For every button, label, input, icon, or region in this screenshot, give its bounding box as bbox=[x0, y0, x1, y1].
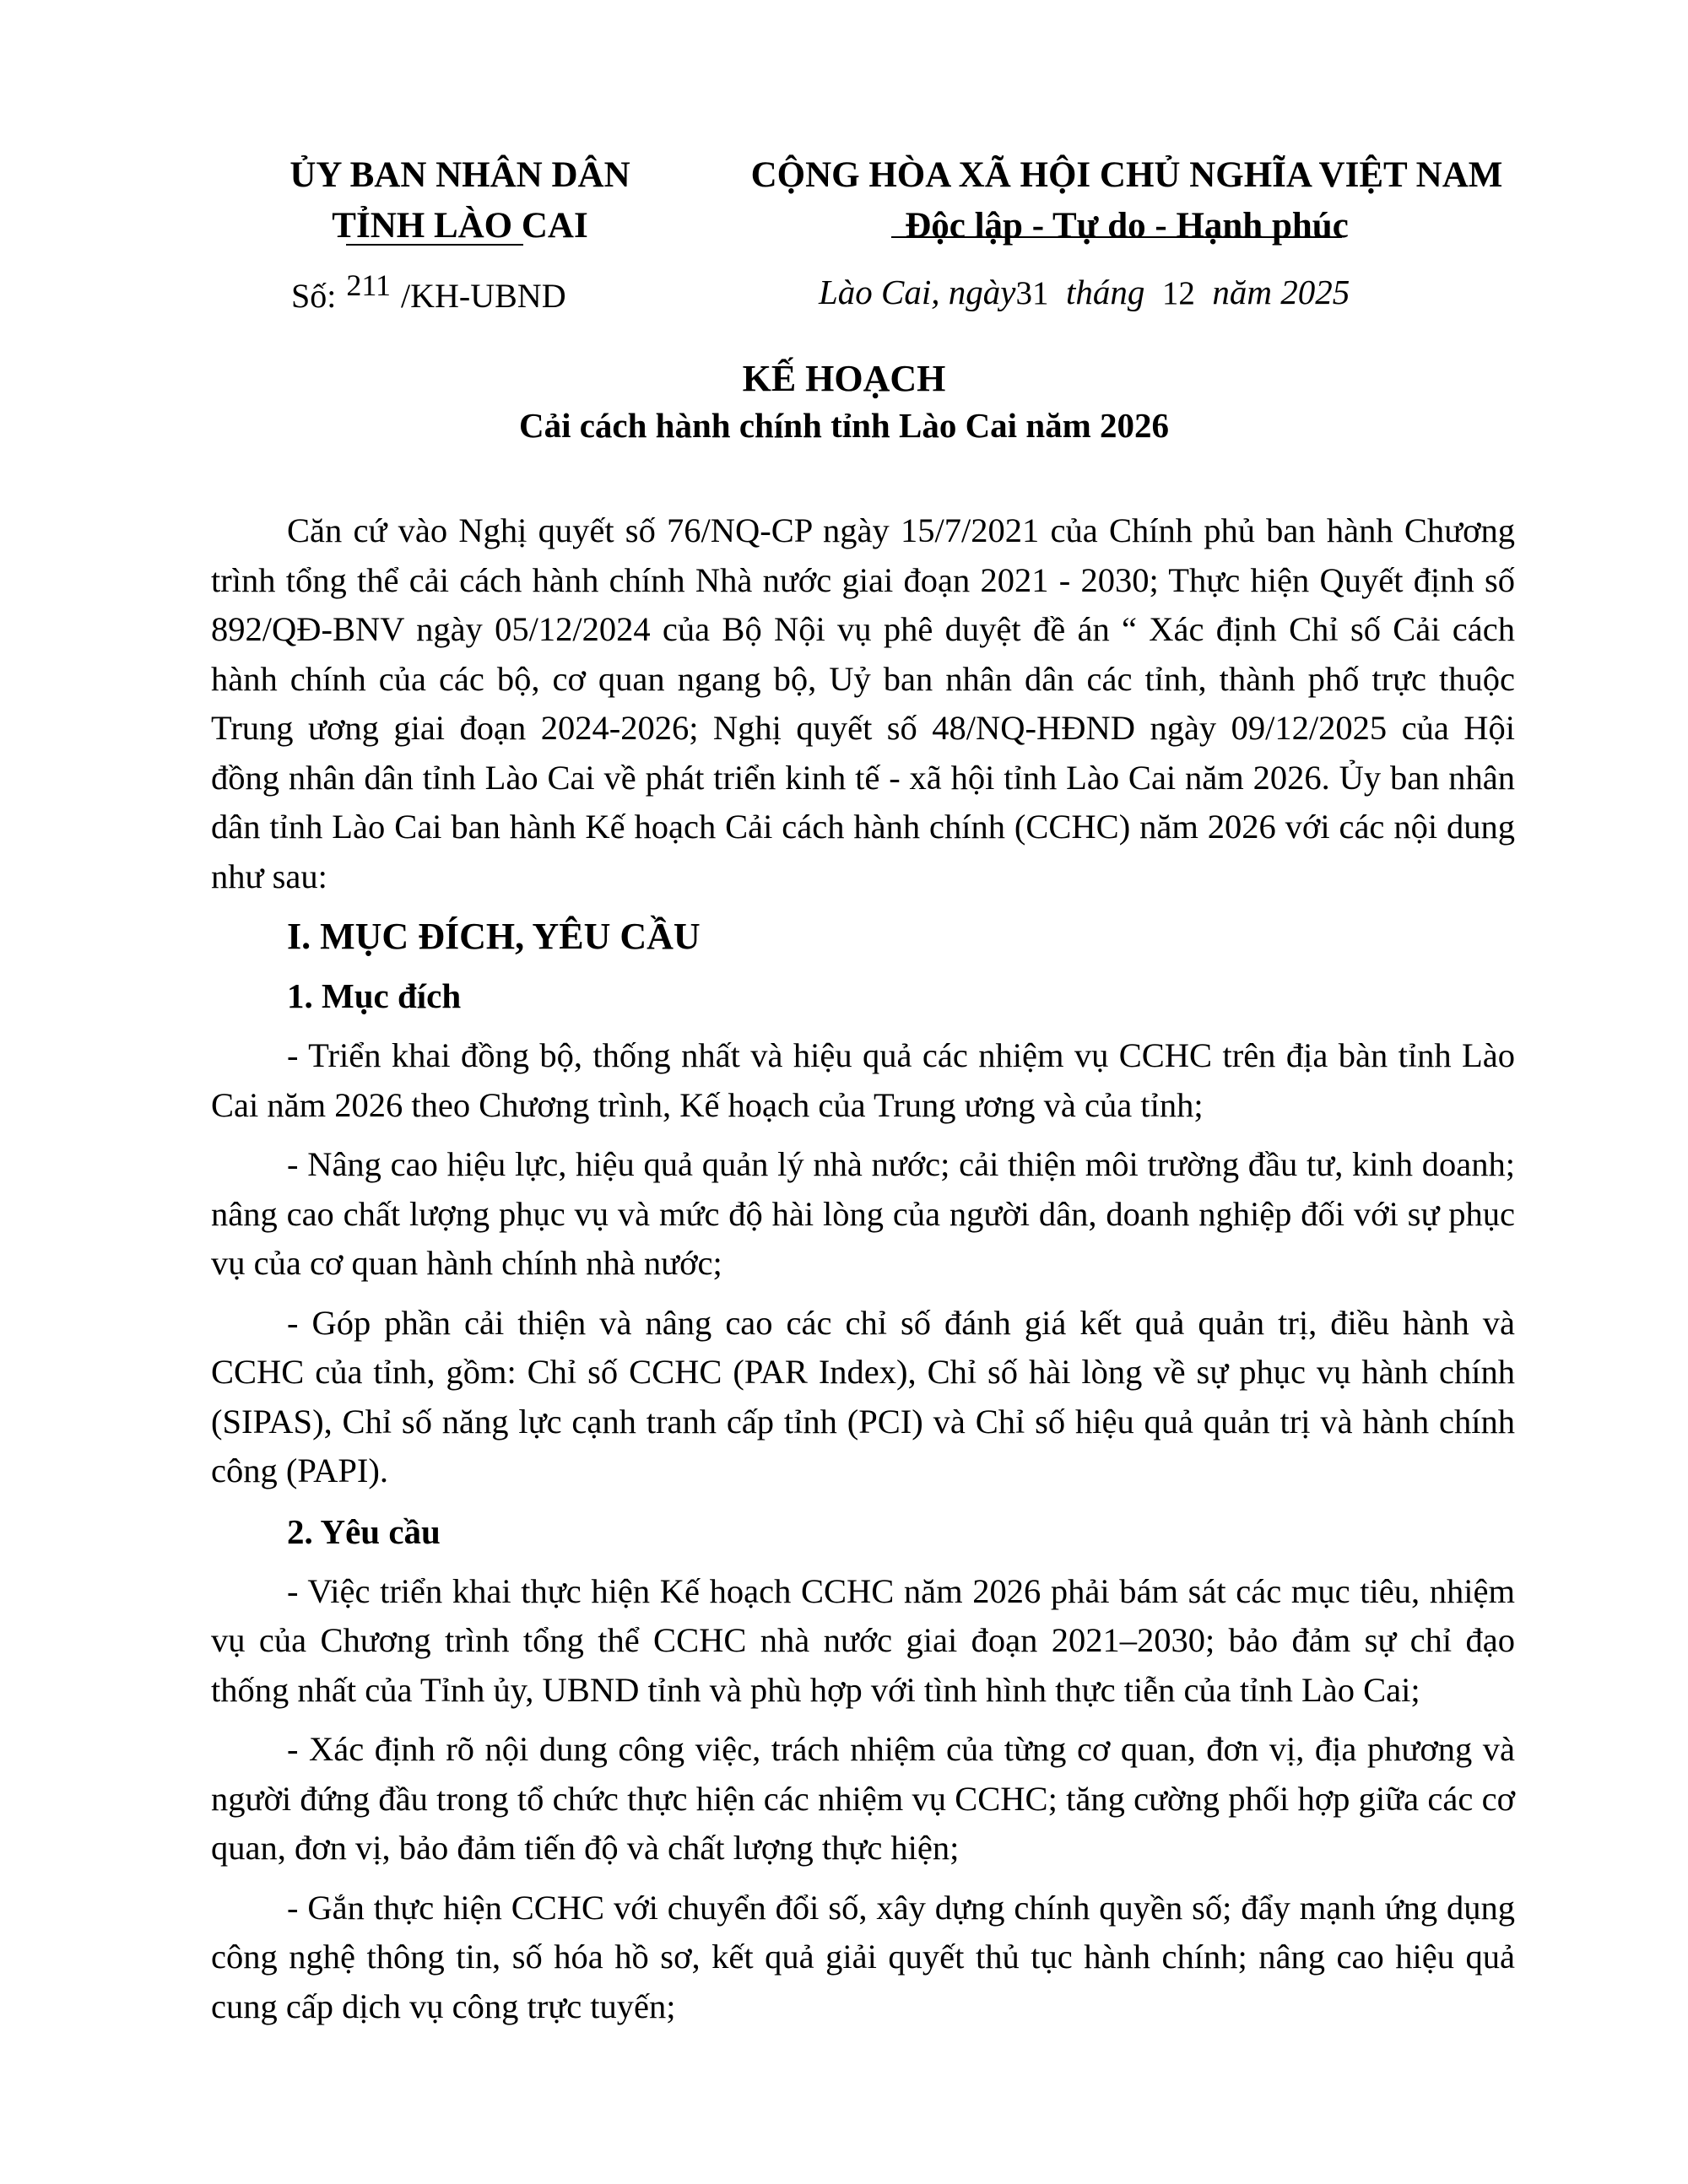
date-month-label: tháng bbox=[1066, 273, 1145, 311]
requirement-item: - Xác định rõ nội dung công việc, trách nhiệm của từng cơ quan, đơn vị, địa phương và người đứng đầu trong tổ chức thực hiện các nhiệm vụ CCHC; tăng cường phối hợp giữa các cơ quan, đơn vị, bảo đảm tiến độ và chất lượng thực hiện; bbox=[211, 1730, 1515, 1867]
date-day: 31 bbox=[1015, 275, 1049, 311]
document-number bbox=[291, 268, 566, 321]
document-number-value: 211 bbox=[346, 268, 392, 302]
purpose-item: - Góp phần cải thiện và nâng cao các chỉ số đánh giá kết quả quản trị, điều hành và CCHC của tỉnh, gồm: Chỉ số CCHC (PAR Index), Chỉ số hài lòng về sự phục vụ hành chính (SIPAS), Chỉ số năng lực cạnh tranh cấp tỉnh (PCI) và Chỉ số hiệu quả quản trị và hành chính công (PAPI). bbox=[211, 1303, 1515, 1489]
intro-paragraph: Căn cứ vào Nghị quyết số 76/NQ-CP ngày 15/7/2021 của Chính phủ ban hành Chương trình tổng thể cải cách hành chính Nhà nước giai đoạn 2021 - 2030; Thực hiện Quyết định số 892/QĐ-BNV ngày 05/12/2024 của Bộ Nội vụ phê duyệt đề án “ Xác định Chỉ số Cải cách hành chính của các bộ, cơ quan ngang bộ, Uỷ ban nhân dân các tỉnh, thành phố trực thuộc Trung ương giai đoạn 2024-2026; Nghị quyết số 48/NQ-HĐND ngày 09/12/2025 của Hội đồng nhân dân tỉnh Lào Cai về phát triển kinh tế - xã hội tỉnh Lào Cai năm 2026. Ủy ban nhân dân tỉnh Lào Cai ban hành Kế hoạch Cải cách hành chính (CCHC) năm 2026 với các nội dung như sau: bbox=[211, 511, 1515, 895]
document-type-title: KẾ HOẠCH bbox=[742, 358, 946, 399]
subsection-heading-purpose: 1. Mục đích bbox=[287, 976, 462, 1015]
section-heading: I. MỤC ĐÍCH, YÊU CẦU bbox=[287, 916, 701, 957]
purpose-item: - Triển khai đồng bộ, thống nhất và hiệu quả các nhiệm vụ CCHC trên địa bàn tỉnh Lào Cai năm 2026 theo Chương trình, Kế hoạch của Trung ương và của tỉnh; bbox=[211, 1036, 1515, 1124]
date-place: Lào Cai, ngày bbox=[819, 273, 1016, 311]
document-body bbox=[211, 506, 1515, 2041]
document-subject-title: Cải cách hành chính tỉnh Lào Cai năm 2026 bbox=[518, 406, 1170, 445]
document-date bbox=[819, 268, 1350, 317]
document-number-suffix: /KH-UBND bbox=[401, 277, 566, 315]
motto-underline bbox=[891, 236, 1342, 238]
requirement-item: - Gắn thực hiện CCHC với chuyển đổi số, xây dựng chính quyền số; đẩy mạnh ứng dụng công nghệ thông tin, số hóa hồ sơ, kết quả giải quyết thủ tục hành chính; nâng cao hiệu quả cung cấp dịch vụ công trực tuyến; bbox=[211, 1888, 1515, 2025]
agency-underline bbox=[346, 244, 523, 246]
requirement-item: - Việc triển khai thực hiện Kế hoạch CCHC năm 2026 phải bám sát các mục tiêu, nhiệm vụ của Chương trình tổng thể CCHC nhà nước giai đoạn 2021–2030; bảo đảm sự chỉ đạo thống nhất của Tỉnh ủy, UBND tỉnh và phù hợp với tình hình thực tiễn của tỉnh Lào Cai; bbox=[211, 1571, 1515, 1709]
document-number-label: Số: bbox=[291, 277, 337, 315]
agency-name-line1: ỦY BAN NHÂN DÂN bbox=[289, 155, 630, 195]
nation-name: CỘNG HÒA XÃ HỘI CHỦ NGHĨA VIỆT NAM bbox=[750, 155, 1503, 195]
date-year: năm 2025 bbox=[1212, 273, 1350, 311]
issuing-agency bbox=[198, 150, 722, 251]
subsection-heading-requirements: 2. Yêu cầu bbox=[287, 1511, 441, 1551]
agency-name-line2: TỈNH LÀO CAI bbox=[332, 206, 588, 246]
motto-line: Độc lập - Tự do - Hạnh phúc bbox=[905, 206, 1349, 246]
date-month: 12 bbox=[1161, 275, 1195, 311]
purpose-item: - Nâng cao hiệu lực, hiệu quả quản lý nhà nước; cải thiện môi trường đầu tư, kinh doanh; nâng cao chất lượng phục vụ và mức độ hài lòng của người dân, doanh nghiệp đối với sự phục vụ của cơ quan hành chính nhà nước; bbox=[211, 1145, 1515, 1282]
